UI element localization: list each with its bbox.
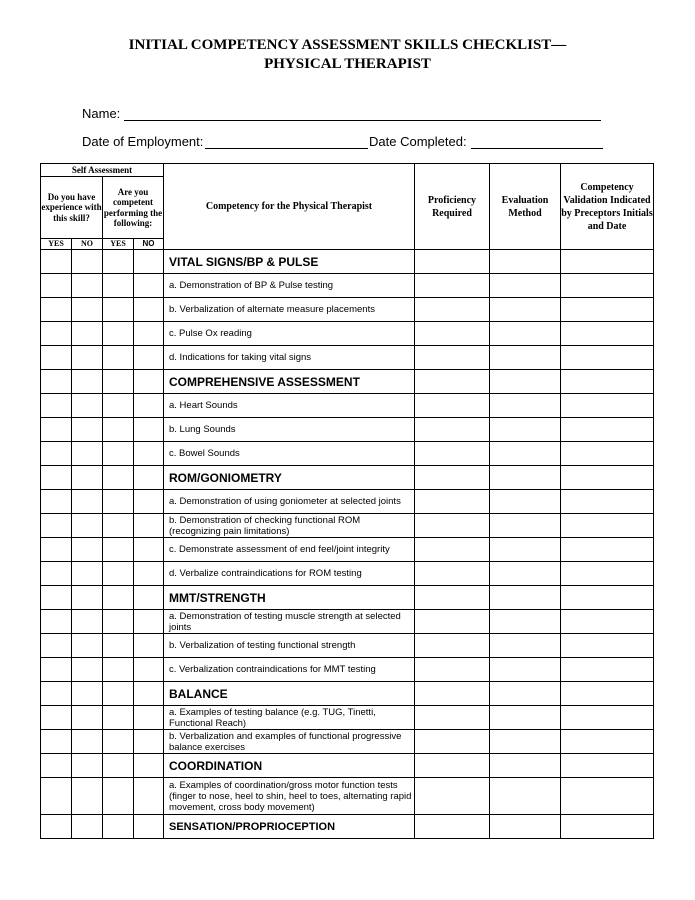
self-exp-no-cell[interactable] (72, 250, 103, 274)
competency-row (41, 442, 654, 466)
proficiency-cell[interactable] (415, 274, 490, 298)
self-exp-yes-cell[interactable] (41, 418, 72, 442)
self-exp-yes-cell[interactable] (41, 634, 72, 658)
validation-cell[interactable] (561, 586, 654, 610)
no-header-competent: NO (134, 239, 164, 250)
evaluation-cell[interactable] (490, 658, 561, 682)
self-comp-no-cell[interactable] (134, 778, 164, 815)
competency-text: b. Verbalization of testing functional strength (164, 634, 415, 658)
competency-row (41, 634, 654, 658)
self-comp-no-cell[interactable] (134, 490, 164, 514)
self-comp-yes-cell[interactable] (103, 322, 134, 346)
proficiency-cell[interactable] (415, 418, 490, 442)
self-comp-no-cell[interactable] (134, 346, 164, 370)
date-employment-line[interactable] (205, 148, 368, 149)
evaluation-cell[interactable] (490, 682, 561, 706)
competency-text: b. Demonstration of checking functional ROM (recognizing pain limitations) (164, 514, 415, 538)
self-comp-no-cell[interactable] (134, 815, 164, 839)
validation-cell[interactable] (561, 778, 654, 815)
proficiency-cell[interactable] (415, 682, 490, 706)
competency-text: c. Demonstrate assessment of end feel/joint integrity (164, 538, 415, 562)
competency-row (41, 538, 654, 562)
self-exp-yes-cell[interactable] (41, 538, 72, 562)
section-row (41, 370, 654, 394)
evaluation-cell[interactable] (490, 442, 561, 466)
self-exp-no-cell[interactable] (72, 634, 103, 658)
competency-row (41, 514, 654, 538)
self-comp-no-cell[interactable] (134, 418, 164, 442)
proficiency-cell[interactable] (415, 754, 490, 778)
validation-cell[interactable] (561, 466, 654, 490)
proficiency-cell[interactable] (415, 658, 490, 682)
self-comp-yes-cell[interactable] (103, 346, 134, 370)
proficiency-cell[interactable] (415, 490, 490, 514)
competency-row (41, 490, 654, 514)
experience-header: Do you have experience with this skill? (41, 177, 103, 239)
evaluation-cell[interactable] (490, 346, 561, 370)
section-row (41, 466, 654, 490)
section-row (41, 815, 654, 839)
evaluation-cell[interactable] (490, 298, 561, 322)
self-exp-yes-cell[interactable] (41, 370, 72, 394)
self-exp-yes-cell[interactable] (41, 586, 72, 610)
validation-cell[interactable] (561, 706, 654, 730)
evaluation-cell[interactable] (490, 815, 561, 839)
self-exp-yes-cell[interactable] (41, 562, 72, 586)
proficiency-cell[interactable] (415, 538, 490, 562)
section-title: COORDINATION (164, 754, 415, 778)
yes-header-experience: YES (41, 239, 72, 250)
competency-text: a. Examples of testing balance (e.g. TUG, Tinetti, Functional Reach) (164, 706, 415, 730)
title-line-2: PHYSICAL THERAPIST (264, 56, 431, 72)
competency-text: c. Bowel Sounds (164, 442, 415, 466)
validation-cell[interactable] (561, 442, 654, 466)
evaluation-cell[interactable] (490, 514, 561, 538)
self-exp-no-cell[interactable] (72, 394, 103, 418)
self-exp-yes-cell[interactable] (41, 322, 72, 346)
self-comp-yes-cell[interactable] (103, 418, 134, 442)
section-title: MMT/STRENGTH (164, 586, 415, 610)
self-exp-yes-cell[interactable] (41, 815, 72, 839)
self-comp-yes-cell[interactable] (103, 682, 134, 706)
proficiency-cell[interactable] (415, 442, 490, 466)
competency-text: b. Lung Sounds (164, 418, 415, 442)
section-row (41, 682, 654, 706)
self-comp-yes-cell[interactable] (103, 250, 134, 274)
self-comp-no-cell[interactable] (134, 610, 164, 634)
validation-cell[interactable] (561, 250, 654, 274)
competency-text: c. Pulse Ox reading (164, 322, 415, 346)
self-exp-yes-cell[interactable] (41, 274, 72, 298)
self-exp-yes-cell[interactable] (41, 490, 72, 514)
self-comp-no-cell[interactable] (134, 274, 164, 298)
evaluation-cell[interactable] (490, 394, 561, 418)
competency-row (41, 658, 654, 682)
section-row (41, 586, 654, 610)
competency-row (41, 274, 654, 298)
competency-text: a. Demonstration of testing muscle strength at selected joints (164, 610, 415, 634)
self-exp-yes-cell[interactable] (41, 394, 72, 418)
proficiency-cell[interactable] (415, 322, 490, 346)
proficiency-cell[interactable] (415, 466, 490, 490)
proficiency-cell[interactable] (415, 346, 490, 370)
self-comp-no-cell[interactable] (134, 658, 164, 682)
self-comp-yes-cell[interactable] (103, 730, 134, 754)
self-comp-yes-cell[interactable] (103, 274, 134, 298)
self-exp-no-cell[interactable] (72, 682, 103, 706)
self-comp-yes-cell[interactable] (103, 370, 134, 394)
proficiency-cell[interactable] (415, 730, 490, 754)
self-exp-yes-cell[interactable] (41, 298, 72, 322)
self-exp-no-cell[interactable] (72, 778, 103, 815)
self-comp-yes-cell[interactable] (103, 815, 134, 839)
evaluation-cell[interactable] (490, 322, 561, 346)
self-exp-no-cell[interactable] (72, 730, 103, 754)
evaluation-cell[interactable] (490, 586, 561, 610)
evaluation-cell[interactable] (490, 274, 561, 298)
date-completed-line[interactable] (471, 148, 603, 149)
competency-text: b. Verbalization and examples of functional progressive balance exercises (164, 730, 415, 754)
proficiency-header: Proficiency Required (415, 164, 490, 250)
proficiency-cell[interactable] (415, 394, 490, 418)
self-comp-no-cell[interactable] (134, 322, 164, 346)
validation-header: Competency Validation Indicated by Preceptors Initials and Date (561, 164, 654, 250)
validation-cell[interactable] (561, 682, 654, 706)
self-comp-yes-cell[interactable] (103, 490, 134, 514)
competency-row (41, 394, 654, 418)
self-exp-no-cell[interactable] (72, 610, 103, 634)
self-comp-no-cell[interactable] (134, 298, 164, 322)
proficiency-cell[interactable] (415, 370, 490, 394)
self-comp-yes-cell[interactable] (103, 586, 134, 610)
self-comp-yes-cell[interactable] (103, 706, 134, 730)
validation-cell[interactable] (561, 394, 654, 418)
self-comp-no-cell[interactable] (134, 370, 164, 394)
self-exp-yes-cell[interactable] (41, 730, 72, 754)
validation-cell[interactable] (561, 754, 654, 778)
self-comp-yes-cell[interactable] (103, 778, 134, 815)
self-exp-no-cell[interactable] (72, 538, 103, 562)
validation-cell[interactable] (561, 815, 654, 839)
yes-header-competent: YES (103, 239, 134, 250)
self-comp-yes-cell[interactable] (103, 514, 134, 538)
competency-row (41, 610, 654, 634)
self-exp-no-cell[interactable] (72, 322, 103, 346)
proficiency-cell[interactable] (415, 298, 490, 322)
validation-cell[interactable] (561, 610, 654, 634)
self-comp-yes-cell[interactable] (103, 754, 134, 778)
self-comp-no-cell[interactable] (134, 754, 164, 778)
document-title (0, 36, 695, 74)
competency-table (40, 163, 654, 839)
name-label: Name: (82, 106, 121, 121)
section-title: ROM/GONIOMETRY (164, 466, 415, 490)
evaluation-cell[interactable] (490, 730, 561, 754)
proficiency-cell[interactable] (415, 815, 490, 839)
competent-header: Are you competent performing the following: (103, 177, 164, 239)
proficiency-cell[interactable] (415, 778, 490, 815)
self-exp-yes-cell[interactable] (41, 754, 72, 778)
competency-text: a. Demonstration of using goniometer at selected joints (164, 490, 415, 514)
proficiency-cell[interactable] (415, 706, 490, 730)
evaluation-cell[interactable] (490, 418, 561, 442)
proficiency-cell[interactable] (415, 562, 490, 586)
name-line[interactable] (124, 120, 601, 121)
competency-row (41, 778, 654, 815)
self-exp-no-cell[interactable] (72, 490, 103, 514)
competency-row (41, 322, 654, 346)
self-exp-no-cell[interactable] (72, 466, 103, 490)
self-exp-no-cell[interactable] (72, 418, 103, 442)
competency-text: a. Heart Sounds (164, 394, 415, 418)
self-exp-no-cell[interactable] (72, 514, 103, 538)
self-exp-no-cell[interactable] (72, 658, 103, 682)
self-exp-yes-cell[interactable] (41, 706, 72, 730)
proficiency-cell[interactable] (415, 250, 490, 274)
self-exp-no-cell[interactable] (72, 815, 103, 839)
competency-text: c. Verbalization contraindications for MMT testing (164, 658, 415, 682)
self-exp-yes-cell[interactable] (41, 442, 72, 466)
validation-cell[interactable] (561, 418, 654, 442)
evaluation-cell[interactable] (490, 370, 561, 394)
self-comp-yes-cell[interactable] (103, 562, 134, 586)
competency-row (41, 730, 654, 754)
self-exp-no-cell[interactable] (72, 298, 103, 322)
self-exp-yes-cell[interactable] (41, 250, 72, 274)
self-comp-no-cell[interactable] (134, 730, 164, 754)
competency-row (41, 298, 654, 322)
self-exp-yes-cell[interactable] (41, 514, 72, 538)
self-comp-no-cell[interactable] (134, 682, 164, 706)
section-row (41, 250, 654, 274)
proficiency-cell[interactable] (415, 634, 490, 658)
self-exp-yes-cell[interactable] (41, 346, 72, 370)
section-title: BALANCE (164, 682, 415, 706)
validation-cell[interactable] (561, 274, 654, 298)
validation-cell[interactable] (561, 298, 654, 322)
section-title: COMPREHENSIVE ASSESSMENT (164, 370, 415, 394)
validation-cell[interactable] (561, 322, 654, 346)
validation-cell[interactable] (561, 514, 654, 538)
evaluation-header: Evaluation Method (490, 164, 561, 250)
self-comp-no-cell[interactable] (134, 586, 164, 610)
competency-text: d. Indications for taking vital signs (164, 346, 415, 370)
section-row (41, 754, 654, 778)
self-comp-no-cell[interactable] (134, 634, 164, 658)
evaluation-cell[interactable] (490, 778, 561, 815)
validation-cell[interactable] (561, 658, 654, 682)
competency-text: b. Verbalization of alternate measure placements (164, 298, 415, 322)
self-exp-no-cell[interactable] (72, 754, 103, 778)
self-assessment-header: Self Assessment (41, 164, 164, 177)
title-line-1: INITIAL COMPETENCY ASSESSMENT SKILLS CHECKLIST— (128, 37, 567, 53)
self-comp-yes-cell[interactable] (103, 634, 134, 658)
date-completed-label: Date Completed: (369, 134, 467, 149)
proficiency-cell[interactable] (415, 586, 490, 610)
self-comp-no-cell[interactable] (134, 250, 164, 274)
evaluation-cell[interactable] (490, 610, 561, 634)
validation-cell[interactable] (561, 346, 654, 370)
self-exp-no-cell[interactable] (72, 442, 103, 466)
evaluation-cell[interactable] (490, 562, 561, 586)
evaluation-cell[interactable] (490, 250, 561, 274)
self-exp-no-cell[interactable] (72, 706, 103, 730)
date-employment-label: Date of Employment: (82, 134, 204, 149)
self-comp-yes-cell[interactable] (103, 538, 134, 562)
self-comp-yes-cell[interactable] (103, 394, 134, 418)
validation-cell[interactable] (561, 490, 654, 514)
evaluation-cell[interactable] (490, 466, 561, 490)
competency-row (41, 346, 654, 370)
validation-cell[interactable] (561, 538, 654, 562)
self-comp-no-cell[interactable] (134, 394, 164, 418)
self-comp-yes-cell[interactable] (103, 658, 134, 682)
self-exp-yes-cell[interactable] (41, 466, 72, 490)
self-exp-yes-cell[interactable] (41, 778, 72, 815)
validation-cell[interactable] (561, 634, 654, 658)
self-exp-no-cell[interactable] (72, 370, 103, 394)
self-comp-yes-cell[interactable] (103, 442, 134, 466)
self-exp-yes-cell[interactable] (41, 658, 72, 682)
self-exp-no-cell[interactable] (72, 346, 103, 370)
self-exp-no-cell[interactable] (72, 274, 103, 298)
competency-text: a. Demonstration of BP & Pulse testing (164, 274, 415, 298)
self-exp-yes-cell[interactable] (41, 682, 72, 706)
self-comp-no-cell[interactable] (134, 466, 164, 490)
section-title: SENSATION/PROPRIOCEPTION (164, 815, 415, 839)
self-comp-no-cell[interactable] (134, 562, 164, 586)
validation-cell[interactable] (561, 562, 654, 586)
evaluation-cell[interactable] (490, 490, 561, 514)
proficiency-cell[interactable] (415, 514, 490, 538)
proficiency-cell[interactable] (415, 610, 490, 634)
validation-cell[interactable] (561, 730, 654, 754)
evaluation-cell[interactable] (490, 634, 561, 658)
evaluation-cell[interactable] (490, 538, 561, 562)
self-comp-no-cell[interactable] (134, 706, 164, 730)
self-comp-no-cell[interactable] (134, 514, 164, 538)
competency-text: a. Examples of coordination/gross motor function tests (finger to nose, heel to shin, heel to toes, alternating rapid movement, cross body movement) (164, 778, 415, 815)
competency-text: d. Verbalize contraindications for ROM testing (164, 562, 415, 586)
self-comp-no-cell[interactable] (134, 538, 164, 562)
evaluation-cell[interactable] (490, 754, 561, 778)
competency-row (41, 562, 654, 586)
competency-row (41, 418, 654, 442)
no-header-experience: NO (72, 239, 103, 250)
self-comp-yes-cell[interactable] (103, 610, 134, 634)
self-exp-no-cell[interactable] (72, 586, 103, 610)
self-comp-no-cell[interactable] (134, 442, 164, 466)
competency-row (41, 706, 654, 730)
self-exp-no-cell[interactable] (72, 562, 103, 586)
evaluation-cell[interactable] (490, 706, 561, 730)
self-comp-yes-cell[interactable] (103, 466, 134, 490)
section-title: VITAL SIGNS/BP & PULSE (164, 250, 415, 274)
self-exp-yes-cell[interactable] (41, 610, 72, 634)
competency-header: Competency for the Physical Therapist (164, 164, 415, 250)
self-comp-yes-cell[interactable] (103, 298, 134, 322)
validation-cell[interactable] (561, 370, 654, 394)
